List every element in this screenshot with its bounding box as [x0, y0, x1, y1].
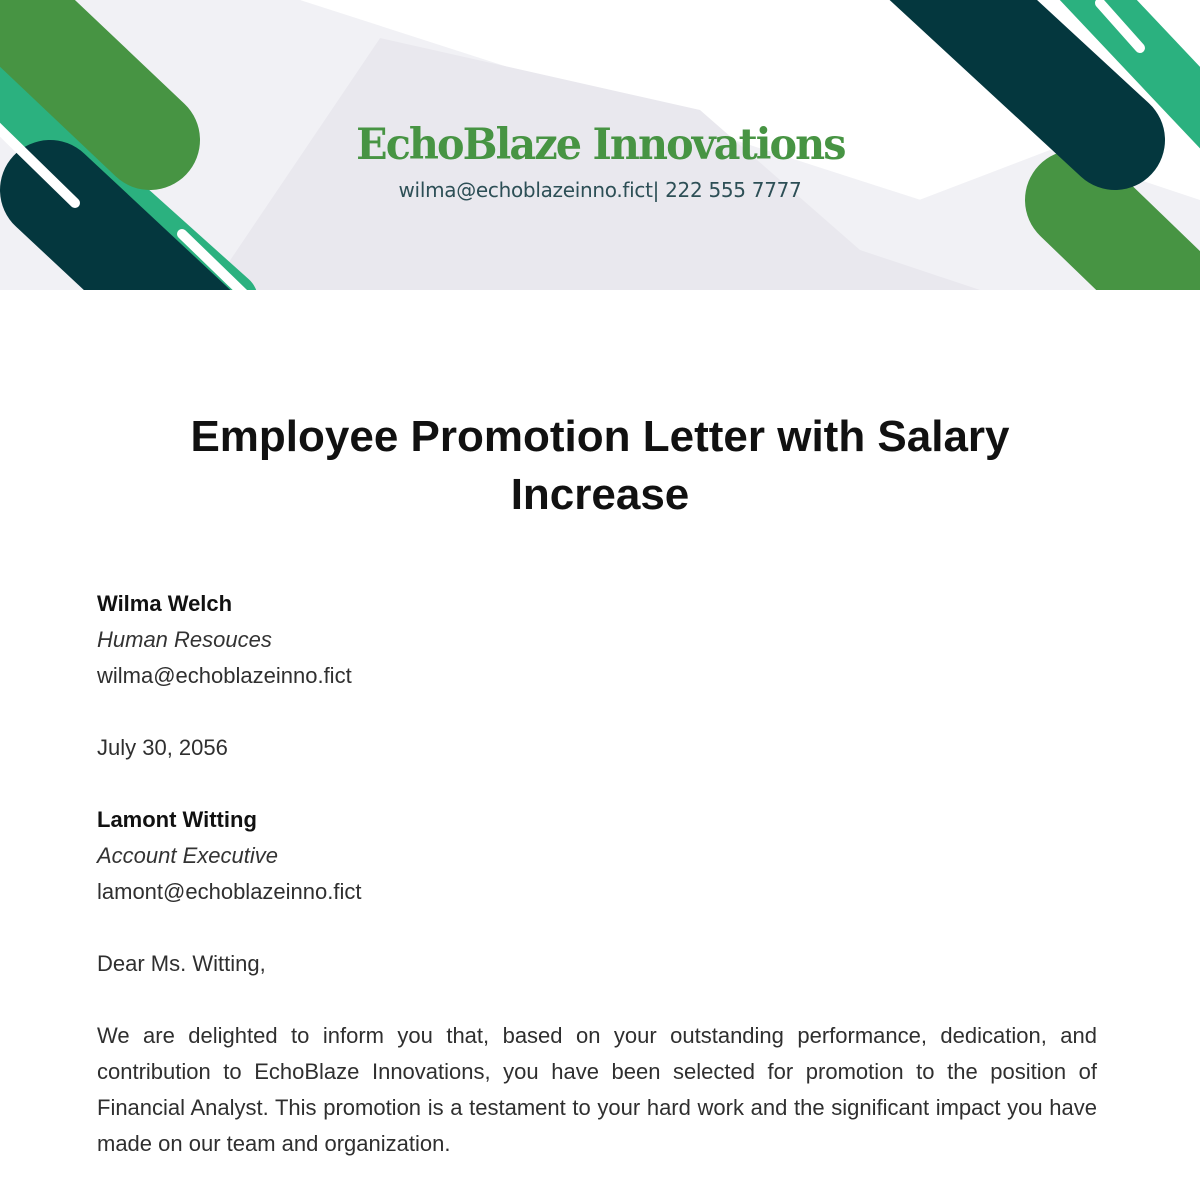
salutation: Dear Ms. Witting,	[97, 951, 266, 976]
letter-date: July 30, 2056	[97, 735, 228, 760]
letter-date-block	[97, 730, 1097, 766]
body-paragraph: We are delighted to inform you that, based on your outstanding performance, dedication, and contribution to EchoBlaze Innovations, you have been selected for promotion to the position of Financial Analyst. This promotion is a testament to your hard work and the significant impact you have made on our team and organization.	[97, 1023, 1097, 1156]
sender-block	[97, 586, 1097, 694]
company-contact: wilma@echoblazeinno.fict| 222 555 7777	[398, 178, 802, 202]
sender-email: wilma@echoblazeinno.fict	[97, 663, 352, 688]
letterhead-banner	[0, 0, 1200, 290]
sender-department: Human Resouces	[97, 627, 272, 652]
salutation-block	[97, 946, 1097, 982]
recipient-name: Lamont Witting	[97, 807, 257, 832]
company-name: EchoBlaze Innovations	[355, 120, 845, 170]
company-branding	[0, 116, 1200, 204]
recipient-email: lamont@echoblazeinno.fict	[97, 879, 362, 904]
recipient-position: Account Executive	[97, 843, 278, 868]
document-title: Employee Promotion Letter with Salary Increase	[190, 412, 1010, 519]
sender-name: Wilma Welch	[97, 591, 233, 616]
recipient-block	[97, 802, 1097, 910]
